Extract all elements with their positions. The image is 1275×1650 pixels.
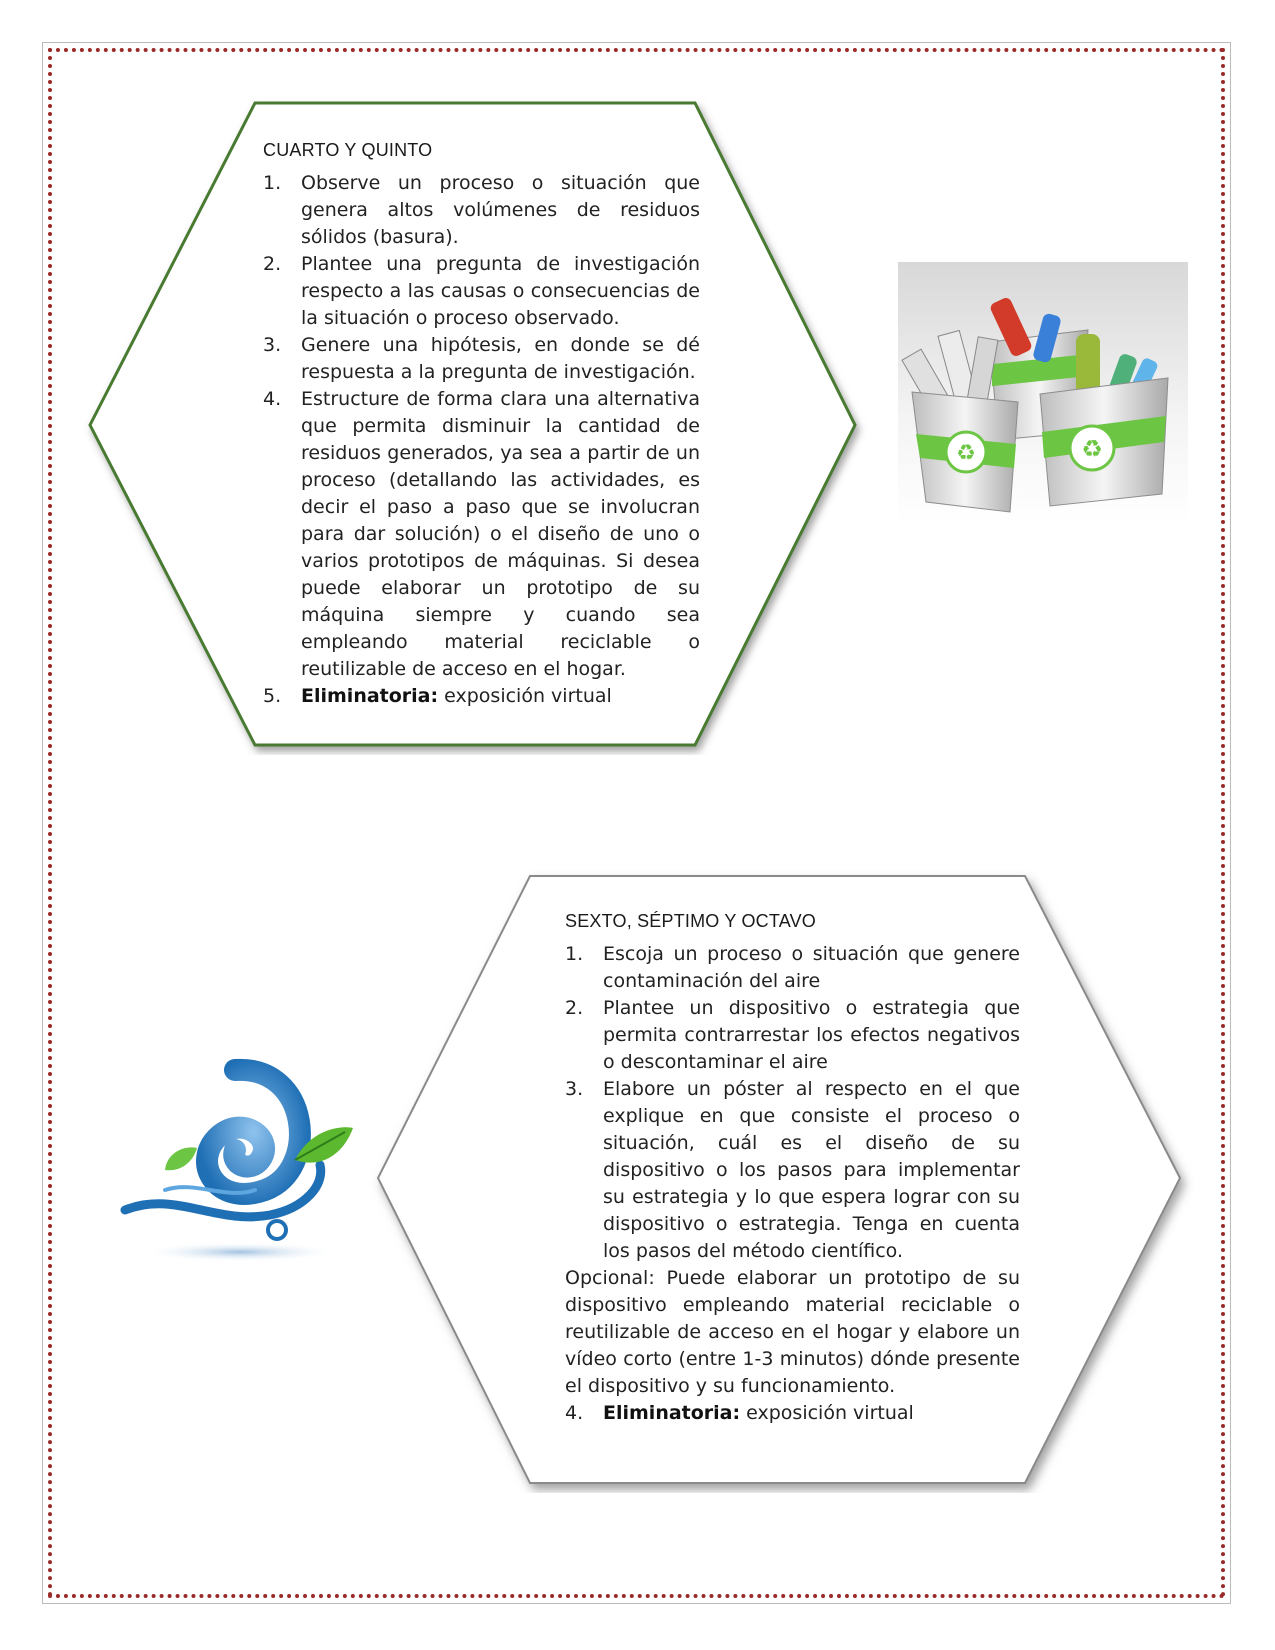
steps-list: [263, 170, 700, 710]
svg-text:♻: ♻: [956, 441, 976, 466]
list-item: [565, 1400, 1020, 1427]
item-number: 4.: [263, 388, 282, 410]
eliminatoria-text: exposición virtual: [740, 1402, 914, 1424]
item-text: Escoja un proceso o situación que genere contaminación del aire: [603, 943, 1020, 992]
list-item: [263, 251, 700, 332]
item-text: Plantee una pregunta de investigación respecto a las causas o consecuencias de la situación o proceso observado.: [301, 253, 700, 329]
hexagon-card-cuarto-quinto: [80, 95, 870, 755]
eliminatoria-label: Eliminatoria:: [301, 685, 439, 707]
item-number: 5.: [263, 685, 282, 707]
svg-text:♻: ♻: [1081, 435, 1103, 463]
item-text: Observe un proceso o situación que genera altos volúmenes de residuos sólidos (basura).: [301, 172, 700, 248]
item-number: 2.: [565, 997, 584, 1019]
list-item: [263, 386, 700, 683]
recycle-bins-icon: [898, 262, 1188, 524]
eliminatoria-text: exposición virtual: [438, 685, 612, 707]
item-text: Estructure de forma clara una alternativa que permita disminuir la cantidad de residuos generados, ya sea a partir de un proceso (detallando las actividades, es decir el paso a paso que se involucran para dar solución) o el diseño de uno o varios prototipos de máquinas. Si desea puede elaborar un prototipo de su máquina siempre y cuando sea empleando material reciclable o reutilizable de acceso en el hogar.: [301, 388, 700, 680]
item-number: 3.: [263, 334, 282, 356]
list-item: [263, 170, 700, 251]
section-title: CUARTO Y QUINTO: [263, 140, 433, 160]
item-text: [603, 1400, 1020, 1427]
item-number: 3.: [565, 1078, 584, 1100]
list-item: [565, 995, 1020, 1076]
list-item: [565, 941, 1020, 995]
list-item: [565, 1076, 1020, 1265]
item-number: 2.: [263, 253, 282, 275]
optional-note: Opcional: Puede elaborar un prototipo de su dispositivo empleando material reciclable o reutilizable de acceso en el hogar y elabore un vídeo corto (entre 1-3 minutos) dónde presente el dispositivo y su funcionamiento.: [565, 1267, 1020, 1397]
item-number: 1.: [565, 943, 584, 965]
item-number: 4.: [565, 1402, 584, 1424]
eliminatoria-label: Eliminatoria:: [603, 1402, 741, 1424]
list-item: [263, 332, 700, 386]
steps-list-continued: [565, 1400, 1020, 1427]
item-text: [301, 683, 700, 710]
steps-list: [565, 941, 1020, 1265]
hexagon-card-sexto-septimo-octavo: [370, 868, 1195, 1493]
list-item: [263, 683, 700, 710]
item-text: Genere una hipótesis, en donde se dé respuesta a la pregunta de investigación.: [301, 334, 700, 383]
item-number: 1.: [263, 172, 282, 194]
section-title: SEXTO, SÉPTIMO Y OCTAVO: [565, 911, 816, 931]
air-swirl-icon: [105, 1040, 365, 1280]
item-text: Elabore un póster al respecto en el que explique en que consiste el proceso o situación, cuál es el diseño de su dispositivo o los pasos para implementar su estrategia y lo que espera lograr con su dispositivo o estrategia. Tenga en cuenta los pasos del método científico.: [603, 1078, 1020, 1262]
item-text: Plantee un dispositivo o estrategia que permita contrarrestar los efectos negativos o descontaminar el aire: [603, 997, 1020, 1073]
